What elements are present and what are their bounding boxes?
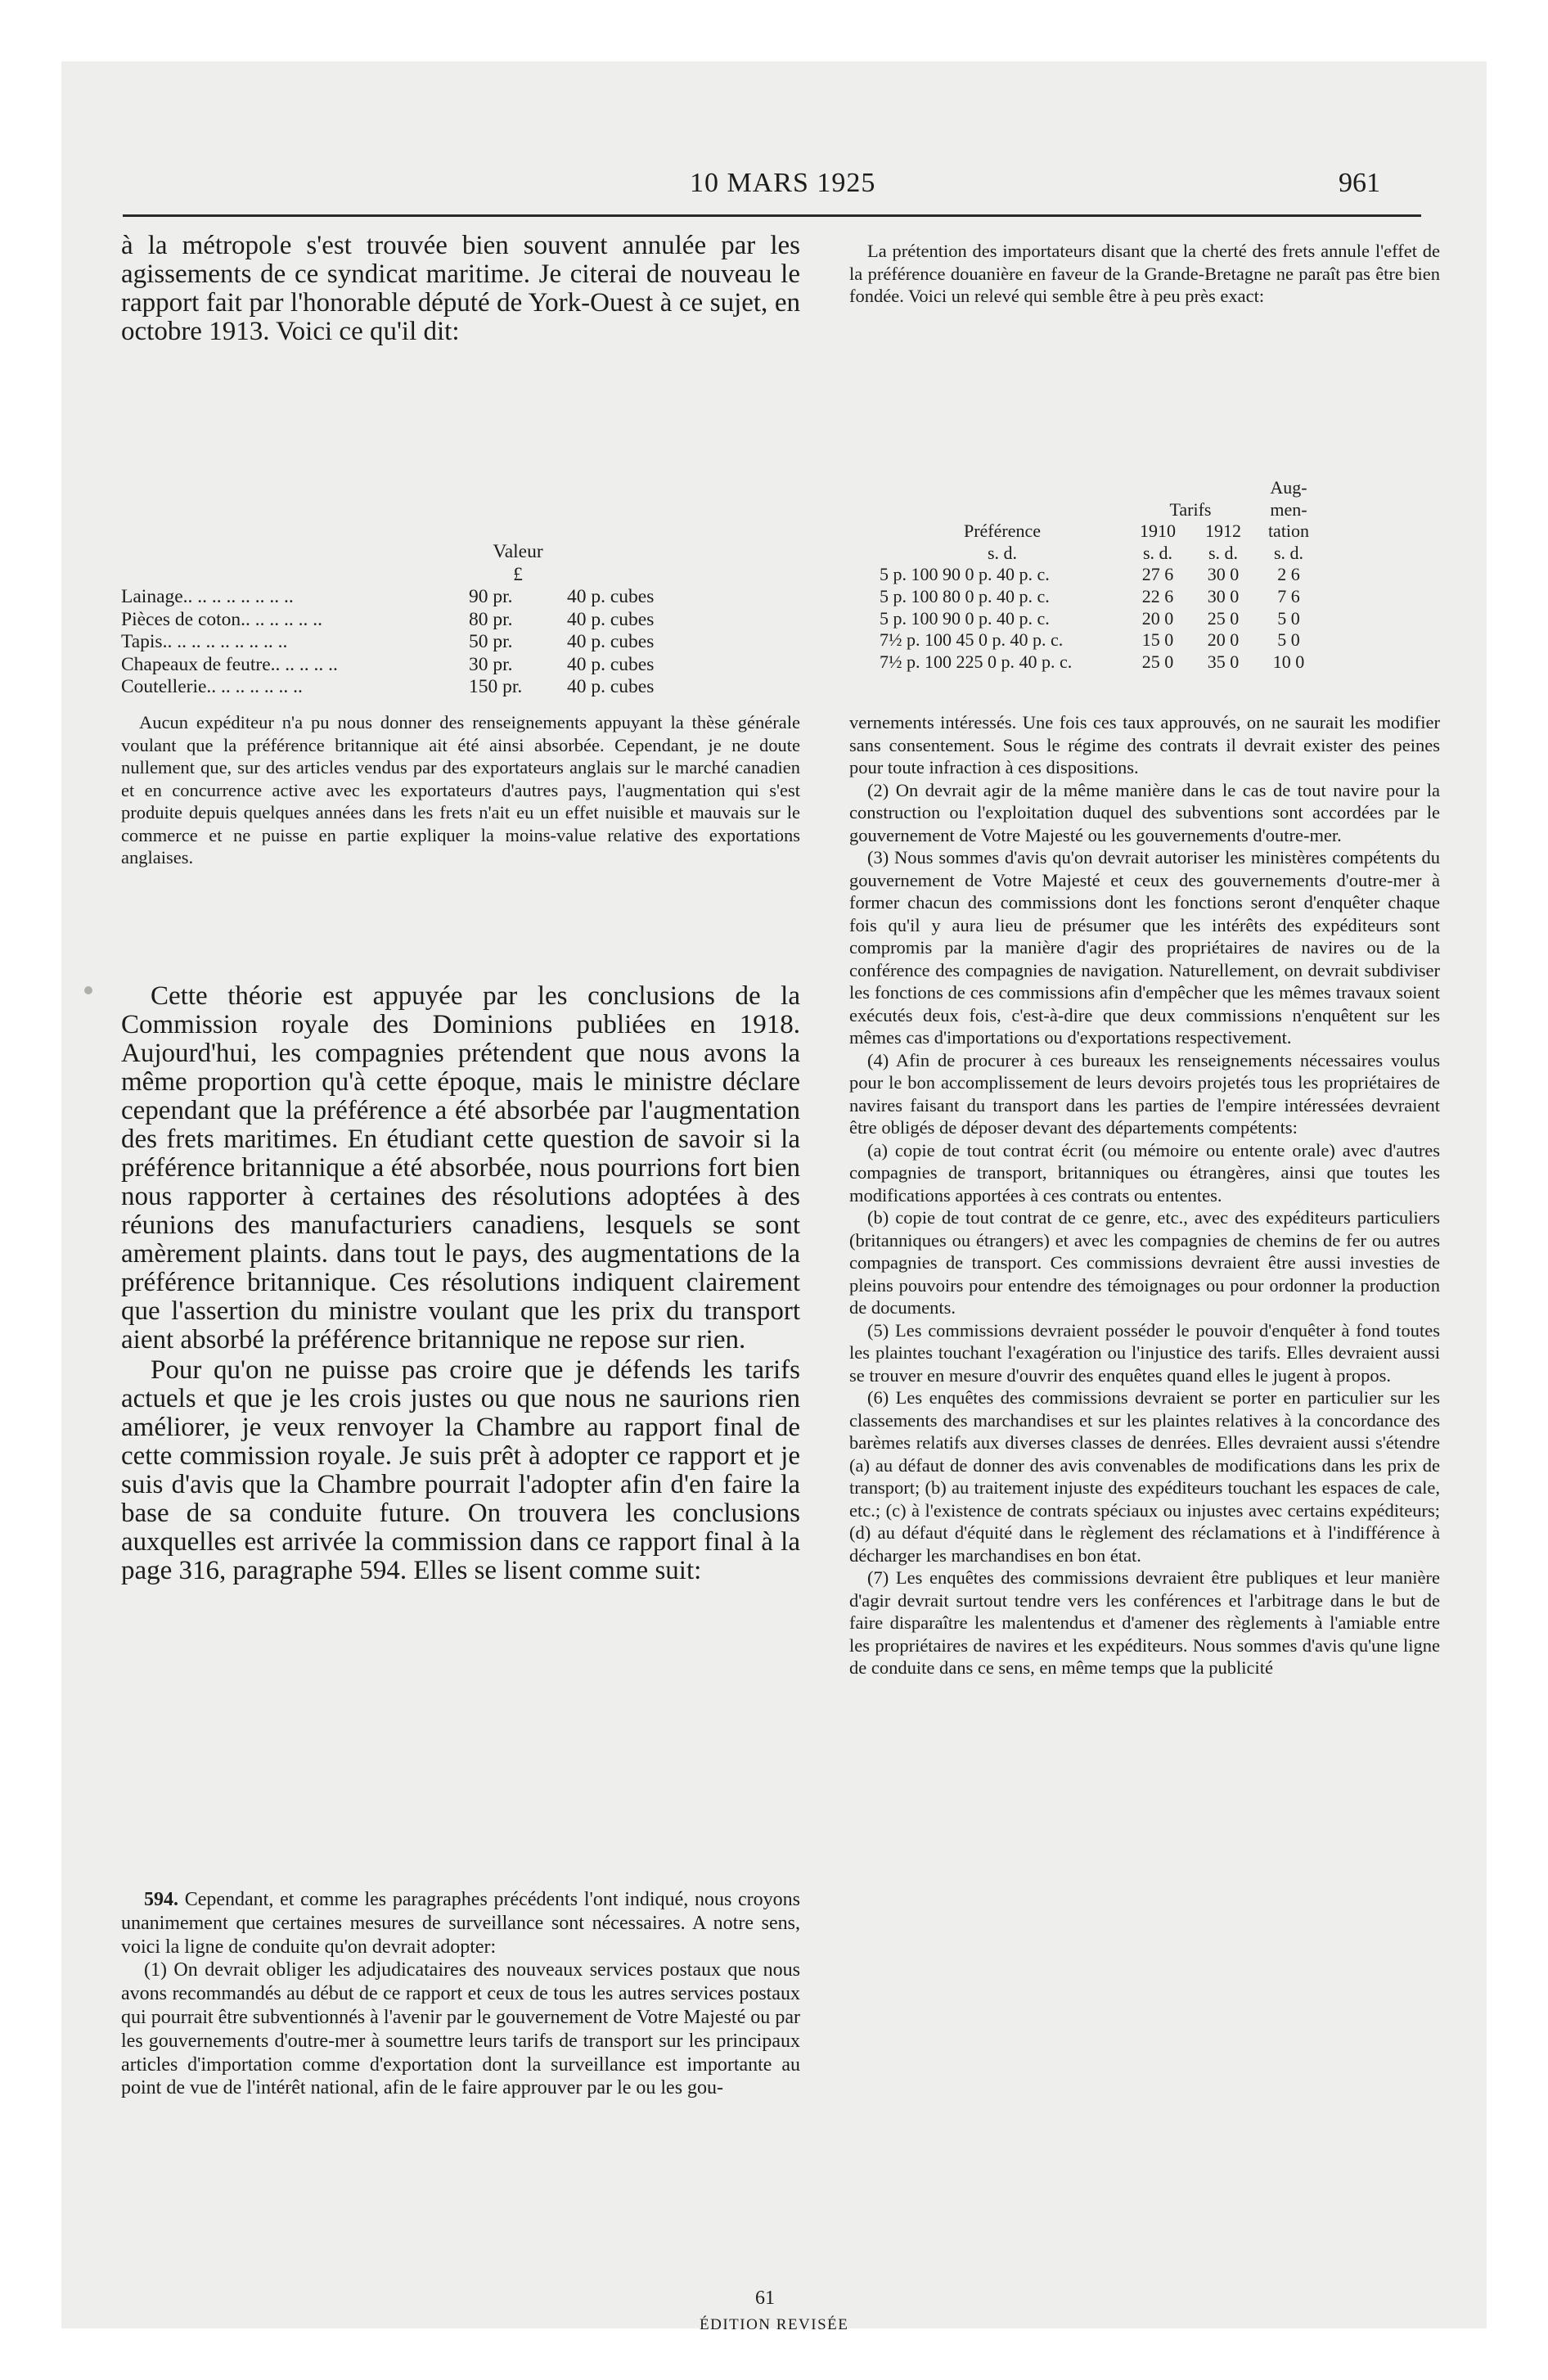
right-item-3: (3) Nous sommes d'avis qu'on devrait autoriser les ministères compétents du gouvernement de Votre Majesté et ceux des gouvernements d'outre-mer à former chacun des commissions dont les fonctions seront d'enquêter chaque fois qu'il y aura lieu de présumer que les intérêts des expéditeurs sont compromis par la manière d'agir des propriétaires de navires ou de la conférence des compagnies de navigation. Naturellement, on devrait subdiviser les fonctions de ces commissions afin d'empêcher que les mêmes travaux soient exécutés deux fois, c'est-à-dire que deux commissions n'enquêtent sur les mêmes cas d'importations ou d'exportations respectivement. — [849, 847, 1440, 1048]
right-item-4b: (b) copie de tout contrat de ce genre, etc., avec des expéditeurs particuliers (britanniques ou étrangers) et avec les compagnies de chemins de fer ou autres compagnies de transport. Ces commissions devraient être aussi investies de pleins pouvoirs pour entendre des témoignages ou pour ordonner la production de documents. — [849, 1207, 1440, 1318]
header-1912: 1912 — [1205, 521, 1241, 542]
row-label: Lainage.. .. .. .. .. .. .. .. — [121, 586, 294, 607]
header-sd-1910: s. d. — [1142, 542, 1173, 563]
row-1912: 25 0 — [1207, 607, 1240, 629]
right-item-4: (4) Afin de procurer à ces bureaux les renseignements nécessaires voulus pour le bon accomplissement de leurs devoirs projetés tous les propriétaires de navires faisant du transport dans les parties de l'empire intéressées devraient être obligés de déposer devant des départements compétents: — [849, 1049, 1440, 1138]
header-rule — [123, 214, 1421, 217]
header-date: 10 MARS 1925 — [690, 168, 876, 198]
table-row — [880, 629, 1321, 651]
row-unit: 40 p. cubes — [567, 676, 655, 697]
left-para594-block — [121, 1888, 800, 2100]
left-intro-paragraph: à la métropole s'est trouvée bien souvent annulée par les agissements de ce syndicat maritime. Je citerai de nouveau le rapport fait par l'honorable député de York-Ouest à ce sujet, en octobre 1913. Voici ce qu'il dit: — [121, 231, 800, 346]
row-label: Chapeaux de feutre.. .. .. .. .. — [121, 653, 338, 675]
row-1910: 20 0 — [1141, 607, 1174, 629]
rates-table — [880, 477, 1321, 673]
row-preference: 5 p. 100 90 0 p. 40 p. c. — [880, 564, 1050, 585]
right-item-7: (7) Les enquêtes des commissions devraient être publiques et leur manière d'agir devrait surtout tendre vers les conférences et l'arbitrage dans le but de faire disparaître les malentendus et d'amener des règlements à l'amiable entre les propriétaires de navires et les expéditeurs. Nous sommes d'avis qu'une ligne de conduite dans ce sens, en même temps que la publicité — [849, 1567, 1440, 1678]
rates-header-row-3 — [880, 521, 1321, 543]
row-1912: 30 0 — [1207, 585, 1240, 606]
quoted-paragraph: Aucun expéditeur n'a pu nous donner des renseignements appuyant la thèse générale voulant que la préférence britannique ait été ainsi absorbée. Cependant, je ne doute nullement que, sur des articles vendus par des exportateurs anglais sur le marché canadien et en concurrence active avec les exportateurs d'autres pays, l'augmentation qui s'est produite depuis quelques années dans les frets n'ait eu un effet nuisible et mauvais sur le commerce et ne puisse en partie expliquer la moins-value relative des exportations anglaises. — [121, 712, 800, 868]
row-augmentation: 2 6 — [1277, 564, 1300, 585]
row-preference: 7½ p. 100 225 0 p. 40 p. c. — [880, 651, 1073, 672]
right-item-4a: (a) copie de tout contrat écrit (ou mémoire ou entente orale) avec d'autres compagnies de transport, britanniques ou étrangères, ainsi que toutes les modifications apportées à ces contrats ou ententes. — [849, 1139, 1440, 1206]
right-continuation: vernements intéressés. Une fois ces taux approuvés, on ne saurait les modifier sans consentement. Sous le régime des contrats il devrait exister des peines pour toute infraction à ces dispositions. — [849, 712, 1440, 778]
header-preference: Préférence — [963, 521, 1042, 542]
left-table-header-value: Valeur — [493, 541, 543, 562]
table-row — [121, 631, 654, 654]
right-intro-paragraph: La prétention des importateurs disant que la cherté des frets annule l'effet de la préférence douanière en faveur de la Grande-Bretagne ne paraît pas être bien fondée. Voici un relevé qui semble être à peu près exact: — [849, 241, 1440, 306]
right-main-text — [849, 711, 1440, 1679]
right-item-2: (2) On devrait agir de la même manière dans le cas de tout navire pour la construction ou l'exploitation duquel des subventions sont accordées par le gouvernement de Votre Majesté ou les gouvernements d'outre-mer. — [849, 779, 1440, 845]
para-594 — [121, 1888, 800, 1959]
row-1912: 35 0 — [1207, 651, 1240, 672]
row-label: Pièces de coton.. .. .. .. .. .. — [121, 608, 323, 630]
row-augmentation: 5 0 — [1277, 629, 1300, 651]
row-1910: 22 6 — [1141, 585, 1174, 606]
row-1910: 15 0 — [1141, 629, 1174, 651]
right-item-5: (5) Les commissions devraient posséder le pouvoir d'enquêter à fond toutes les plaintes touchant l'exagération ou l'injustice des tarifs. Elles devraient aussi se trouver en mesure d'ouvrir des enquêtes quand elles le jugent à propos. — [849, 1319, 1440, 1386]
rates-header-row-1 — [880, 477, 1321, 499]
header-sd-pref: s. d. — [987, 542, 1018, 563]
header-1910: 1910 — [1140, 521, 1176, 542]
left-paragraph-1: Cette théorie est appuyée par les conclusions de la Commission royale des Dominions publiées en 1918. Aujourd'hui, les compagnies prétendent que nous avons la même proportion qu'à cette époque, mais le ministre déclare cependant que la préférence a été absorbée par l'augmentation des frets maritimes. En étudiant cette question de savoir si la préférence britannique a été absorbée, nous pourrions fort bien nous rapporter à certaines des résolutions adoptées à des réunions des manufacturiers canadiens, lesquels se sont amèrement plaints. dans tout le pays, des augmentations de la préférence britannique. Ces résolutions indiquent clairement que l'assertion du ministre voulant que les prix du transport aient absorbé la préférence britannique ne repose sur rien. — [121, 981, 800, 1355]
row-1912: 30 0 — [1207, 564, 1240, 585]
left-intro-block — [121, 232, 800, 346]
right-item-6: (6) Les enquêtes des commissions devraient se porter en particulier sur les classements des marchandises et sur les plaintes relatives à la concordance des barèmes relatifs aux diverses classes de denrées. Elles devraient aussi s'étendre (a) au défaut de donner des avis convenables de modifications dans les prix de transport; (b) au traitement injuste des expéditeurs touchant les espaces de cale, etc.; (c) à l'existence de contrats spéciaux ou injustes avec certains expéditeurs; (d) au défaut d'équité dans le règlement des réclamations et à l'indifférence à décharger les marchandises en bon état. — [849, 1387, 1440, 1566]
left-table-header-row — [121, 541, 654, 564]
header-sd-1912: s. d. — [1208, 542, 1239, 563]
left-table-unit-row — [121, 564, 654, 587]
edition-label: ÉDITION REVISÉE — [700, 2316, 849, 2333]
margin-dot — [84, 986, 92, 994]
row-value: 80 pr. — [469, 608, 513, 630]
row-augmentation: 7 6 — [1277, 585, 1300, 606]
row-preference: 5 p. 100 90 0 p. 40 p. c. — [880, 607, 1050, 629]
table-row — [880, 608, 1321, 630]
table-row — [121, 609, 654, 632]
table-row — [121, 586, 654, 609]
page — [61, 61, 1487, 2333]
rates-header-row-4 — [880, 543, 1321, 565]
row-preference: 5 p. 100 80 0 p. 40 p. c. — [880, 585, 1050, 606]
left-main-text — [121, 982, 800, 1585]
para-594-number: 594. — [144, 1889, 178, 1910]
row-unit: 40 p. cubes — [567, 653, 655, 675]
row-unit: 40 p. cubes — [567, 608, 655, 630]
rates-header-row-2 — [880, 499, 1321, 521]
row-unit: 40 p. cubes — [567, 631, 655, 652]
para-594-text: Cependant, et comme les paragraphes précédents l'ont indiqué, nous croyons unanimement que certaines mesures de surveillance sont nécessaires. A notre sens, voici la ligne de conduite qu'on devrait adopter: — [121, 1889, 800, 1958]
row-unit: 40 p. cubes — [567, 586, 655, 607]
left-table-header-unit: £ — [513, 563, 523, 585]
header-aug: Aug- — [1270, 477, 1307, 498]
row-augmentation: 5 0 — [1277, 607, 1300, 629]
left-quote-block — [121, 711, 800, 869]
row-1910: 27 6 — [1141, 564, 1174, 585]
header-tation: tation — [1267, 521, 1310, 542]
row-value: 50 pr. — [469, 631, 513, 652]
left-goods-table — [121, 541, 654, 699]
page-header — [61, 168, 1487, 201]
header-sd-aug: s. d. — [1273, 542, 1304, 563]
row-1912: 20 0 — [1207, 629, 1240, 651]
table-row — [880, 651, 1321, 674]
row-value: 90 pr. — [469, 586, 513, 607]
row-value: 30 pr. — [469, 653, 513, 675]
page-number: 961 — [1339, 168, 1380, 198]
table-row — [121, 676, 654, 699]
row-label: Coutellerie.. .. .. .. .. .. .. — [121, 676, 303, 697]
left-paragraph-2: Pour qu'on ne puisse pas croire que je défends les tarifs actuels et que je les crois justes ou que nous ne saurions rien améliorer, je veux renvoyer la Chambre au rapport final de cette commission royale. Je suis prêt à adopter ce rapport et je suis d'avis que la Chambre pourrait l'adopter afin d'en faire la base de sa conduite future. On trouvera les conclusions auxquelles est arrivée la commission dans ce rapport final à la page 316, paragraphe 594. Elles se lisent comme suit: — [121, 1355, 800, 1585]
table-row — [880, 586, 1321, 608]
table-row — [880, 564, 1321, 586]
table-row — [121, 654, 654, 677]
header-tarifs: Tarifs — [1169, 498, 1212, 520]
row-value: 150 pr. — [469, 676, 523, 697]
signature-number: 61 — [755, 2288, 775, 2309]
row-preference: 7½ p. 100 45 0 p. 40 p. c. — [880, 629, 1064, 651]
row-label: Tapis.. .. .. .. .. .. .. .. .. — [121, 631, 288, 652]
row-1910: 25 0 — [1141, 651, 1174, 672]
left-item-1: (1) On devrait obliger les adjudicataires des nouveaux services postaux que nous avons recommandés au début de ce rapport et ceux de tous les autres services postaux qui pourrait être subventionnés à l'avenir par le gouvernement de Votre Majesté ou par les gouvernements d'outre-mer à soumettre leurs tarifs de transport sur les principaux articles d'importation comme d'exportation dont la surveillance est importante au point de vue de l'intérêt national, afin de le faire approuver par le ou les gou- — [121, 1959, 800, 2099]
right-intro-block — [849, 240, 1440, 308]
row-augmentation: 10 0 — [1272, 651, 1305, 672]
header-men: men- — [1270, 498, 1307, 520]
